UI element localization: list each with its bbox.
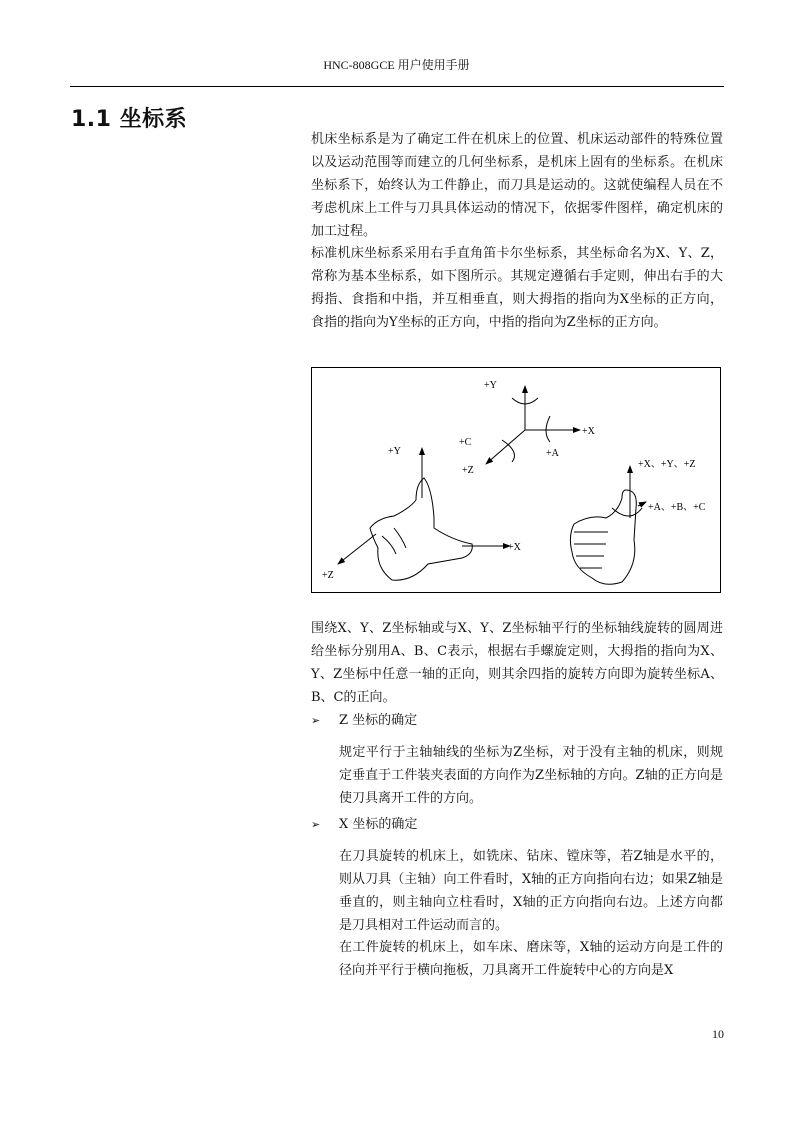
left-hand-outline: [370, 478, 472, 580]
paragraph-rotation-axes: [311, 617, 723, 709]
paragraph-text: 围绕X、Y、Z坐标轴或与X、Y、Z坐标轴平行的坐标轴线旋转的圆周进给坐标分别用A、B、C表示，根据右手螺旋定则，大拇指的指向为X、Y、Z坐标中任意一轴的正向，则其余四指的旋转方向即为旋转坐标A、B、C的正向。: [311, 621, 723, 705]
right-rotation-arrow: [638, 502, 646, 506]
x-coordinate-text-1: [339, 845, 723, 937]
bullet-z-coordinate: [311, 709, 417, 732]
top-axis-system: [486, 386, 580, 464]
top-c-rotation-arc: [502, 440, 514, 462]
left-y-label: +Y: [388, 446, 401, 457]
top-z-label: +Z: [462, 465, 474, 476]
left-hand-finger-lines: [382, 528, 406, 554]
right-hand-rule-diagram: [312, 368, 720, 592]
left-z-axis: [338, 534, 376, 564]
right-hand-illustration: [570, 466, 646, 584]
top-a-rotation-arc: [546, 416, 550, 442]
right-xyz-label: +X、+Y、+Z: [638, 459, 696, 470]
right-hand-outline: [570, 490, 636, 584]
paragraph-text: 规定平行于主轴轴线的坐标为Z坐标，对于没有主轴的机床，则规定垂直于工件装夹表面的方向作为Z坐标轴的方向。Z轴的正方向是使刀具离开工件的方向。: [339, 745, 723, 806]
top-c-label: +C: [459, 437, 472, 448]
page-number: 10: [712, 1027, 724, 1041]
paragraph-machine-coordinate: [311, 128, 723, 243]
left-x-label: +X: [508, 542, 521, 553]
paragraph-text: 在工件旋转的机床上，如车床、磨床等，X轴的运动方向是工件的径向并平行于横向拖板，刀具离开工件旋转中心的方向是X: [339, 940, 723, 978]
top-z-axis: [486, 430, 525, 464]
left-hand-illustration: [338, 448, 510, 580]
top-a-label: +A: [546, 448, 559, 459]
left-z-label: +Z: [322, 570, 334, 581]
paragraph-text: 在刀具旋转的机床上，如铣床、钻床、镗床等，若Z轴是水平的，则从刀具（主轴）向工件看时，X轴的正方向指向右边；如果Z轴是垂直的，则主轴向立柱看时，X轴的正方向指向右边。上述方向都是刀具相对工件运动而言的。: [339, 849, 723, 933]
header-rule: [70, 86, 724, 87]
x-coordinate-text-2: [339, 936, 723, 982]
bullet-arrow-icon: ➢: [311, 714, 321, 727]
right-abc-label: +A、+B、+C: [648, 502, 706, 513]
bullet-title: Z 坐标的确定: [339, 713, 418, 728]
paragraph-text: 机床坐标系是为了确定工件在机床上的位置、机床运动部件的特殊位置以及运动范围等而建立的几何坐标系，是机床上固有的坐标系。在机床坐标系下，始终认为工件静止，而刀具是运动的。这就使编程人员在不考虑机床上工件与刀具具体运动的情况下，依据零件图样，确定机床的加工过程。: [311, 132, 723, 239]
section-heading: 1.1 坐标系: [71, 107, 188, 132]
bullet-x-coordinate: [311, 813, 417, 836]
bullet-title: X 坐标的确定: [339, 817, 418, 832]
top-y-label: +Y: [484, 380, 497, 391]
z-coordinate-text: [339, 741, 723, 810]
running-header: HNC-808GCE 用户使用手册: [323, 58, 470, 72]
paragraph-text: 标准机床坐标系采用右手直角笛卡尔坐标系，其坐标命名为X、Y、Z，常称为基本坐标系，如下图所示。其规定遵循右手定则，伸出右手的大拇指、食指和中指，并互相垂直，则大拇指的指向为X坐标的正方向，食指的指向为Y坐标的正方向，中指的指向为Z坐标的正方向。: [311, 246, 723, 330]
bullet-arrow-icon: ➢: [311, 818, 321, 831]
right-hand-rule-figure: [311, 367, 721, 593]
top-x-label: +X: [582, 426, 595, 437]
paragraph-standard-coordinate: [311, 242, 723, 334]
right-hand-finger-lines: [574, 532, 608, 568]
